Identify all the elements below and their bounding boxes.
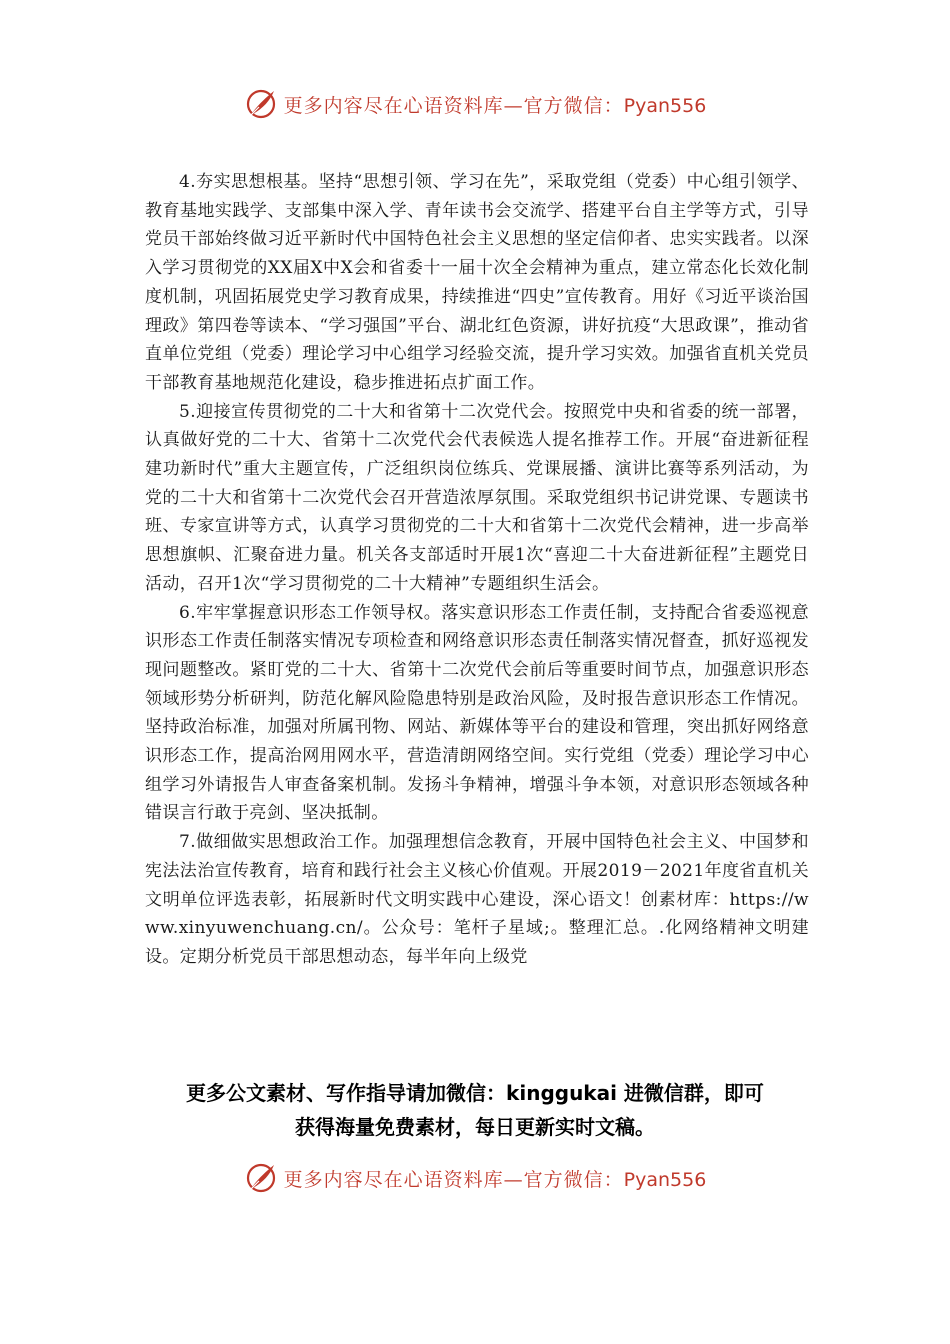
quill-logo-icon [244,87,278,121]
footer-brand [0,1158,950,1198]
footer-brand-handle: Pyan556 [623,1168,707,1191]
header-brand [0,84,950,124]
paragraph-4: 4.夯实思想根基。坚持“思想引领、学习在先”，采取党组（党委）中心组引领学、教育基地实践学、支部集中深入学、青年读书会交流学、搭建平台自主学等方式，引导党员干部始终做习近平新时代中国特色社会主义思想的坚定信仰者、忠实实践者。以深入学习贯彻党的XX届X中X会和省委十一届十次全会精神为重点，建立常态化长效化制度机制，巩固拓展党史学习教育成果，持续推进“四史”宣传教育。用好《习近平谈治国理政》第四卷等读本、“学习强国”平台、湖北红色资源，讲好抗疫“大思政课”，推动省直单位党组（党委）理论学习中心组学习经验交流，提升学习实效。加强省直机关党员干部教育基地规范化建设，稳步推进拓点扩面工作。 [145,172,809,393]
promo-line-1: 更多公文素材、写作指导请加微信：kinggukai 进微信群，即可 [186,1081,764,1105]
promo-line-2: 获得海量免费素材，每日更新实时文稿。 [295,1115,655,1139]
quill-logo-icon [244,1161,278,1195]
paragraph-6: 6.牢牢掌握意识形态工作领导权。落实意识形态工作责任制，支持配合省委巡视意识形态工作责任制落实情况专项检查和网络意识形态责任制落实情况督查，抓好巡视发现问题整改。紧盯党的二十大、省第十二次党代会前后等重要时间节点，加强意识形态领域形势分析研判，防范化解风险隐患特别是政治风险，及时报告意识形态工作情况。坚持政治标准，加强对所属刊物、网站、新媒体等平台的建设和管理，突出抓好网络意识形态工作，提高治网用网水平，营造清朗网络空间。实行党组（党委）理论学习中心组学习外请报告人审查备案机制。发扬斗争精神，增强斗争本领，对意识形态领域各种错误言行敢于亮剑、坚决抵制。 [145,602,809,824]
paragraph-7: 7.做细做实思想政治工作。加强理想信念教育，开展中国特色社会主义、中国梦和宪法法治宣传教育，培育和践行社会主义核心价值观。开展2019－2021年度省直机关文明单位评选表彰，拓展新时代文明实践中心建设，深心语文！创素材库：https://www.xinyuwenchuang.cn/。公众号：笔杆子星域;。整理汇总。.化网络精神文明建设。定期分析党员干部思想动态，每半年向上级党 [145,832,809,967]
paragraph-5: 5.迎接宣传贯彻党的二十大和省第十二次党代会。按照党中央和省委的统一部署，认真做好党的二十大、省第十二次党代会代表候选人提名推荐工作。开展“奋进新征程建功新时代”重大主题宣传，广泛组织岗位练兵、党课展播、演讲比赛等系列活动，为党的二十大和省第十二次党代会召开营造浓厚氛围。采取党组织书记讲党课、专题读书班、专家宣讲等方式，认真学习贯彻党的二十大和省第十二次党代会精神，进一步高举思想旗帜、汇聚奋进力量。机关各支部适时开展1次“喜迎二十大奋进新征程”主题党日活动，召开1次“学习贯彻党的二十大精神”专题组织生活会。 [145,401,809,594]
document-body [145,168,809,972]
promo-banner [0,1076,950,1144]
header-brand-handle: Pyan556 [623,94,707,117]
footer-brand-text: 更多内容尽在心语资料库—官方微信：Pyan556 [283,1168,707,1191]
header-brand-text: 更多内容尽在心语资料库—官方微信：Pyan556 [283,94,707,117]
